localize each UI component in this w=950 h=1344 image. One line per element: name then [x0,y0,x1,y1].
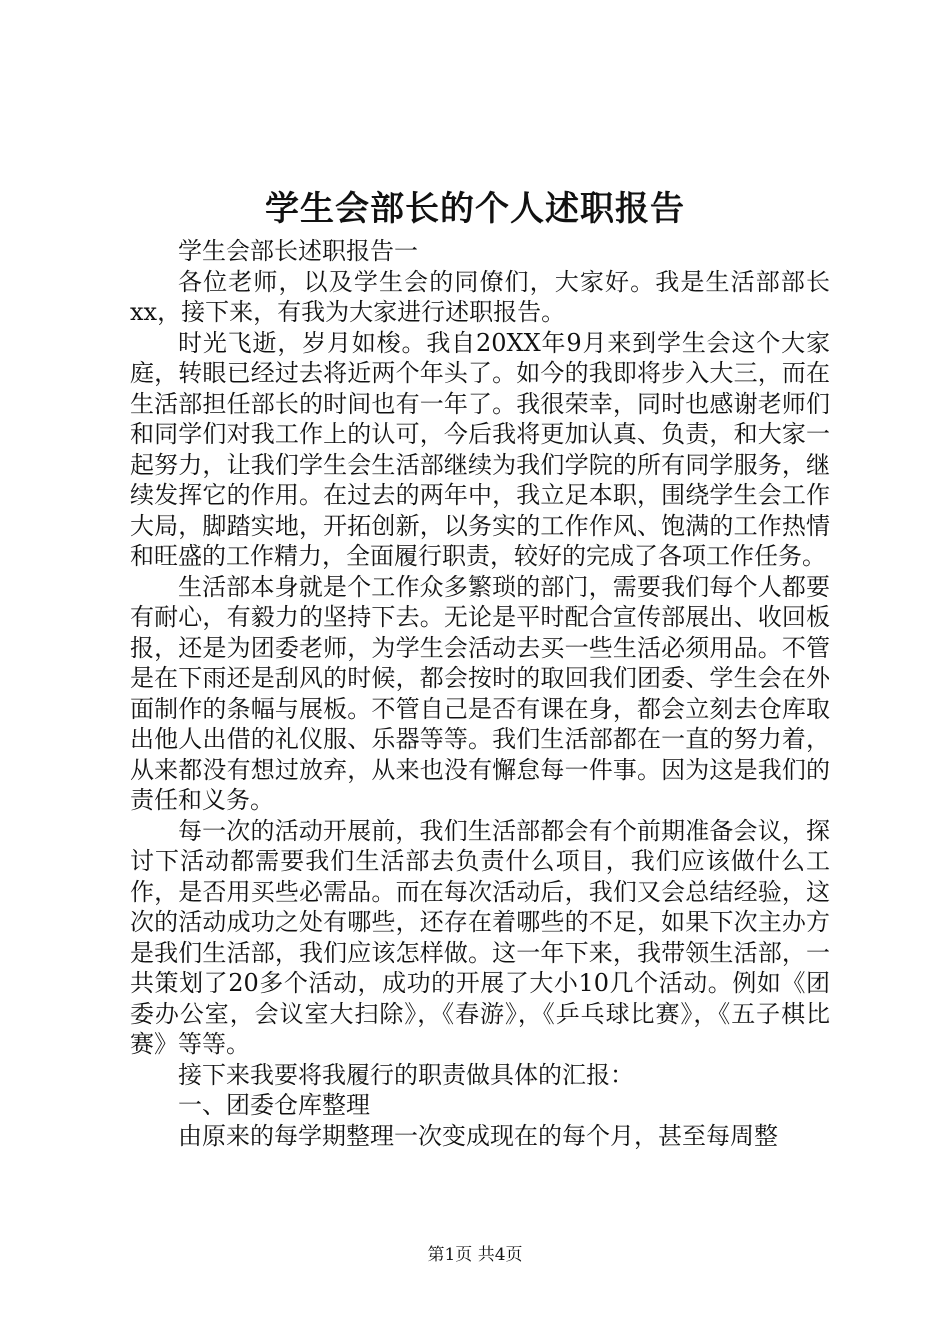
document-title: 学生会部长的个人述职报告 [265,189,685,229]
paragraph: 由原来的每学期整理一次变成现在的每个月，甚至每周整 [178,1121,778,1150]
paragraph: 时光飞逝，岁月如梭。我自20XX年9月来到学生会这个大家庭，转眼已经过去将近两个年头了。如今的我即将步入大三，而在生活部担任部长的时间也有一年了。我很荣幸，同时也感谢老师们和同学们对我工作上的认可，今后我将更加认真、负责，和大家一起努力，让我们学生会生活部继续为我们学院的所有同学服务，继续发挥它的作用。在过去的两年中，我立足本职，围绕学生会工作大局，脚踏实地，开拓创新，以务实的工作作风、饱满的工作热情和旺盛的工作精力，全面履行职责，较好的完成了各项工作任务。 [130,328,830,570]
section-heading: 一、团委仓库整理 [178,1091,370,1119]
paragraph: 接下来我要将我履行的职责做具体的汇报： [178,1060,634,1089]
paragraph: 每一次的活动开展前，我们生活部都会有个前期准备会议，探讨下活动都需要我们生活部去负责什么项目，我们应该做什么工作，是否用买些必需品。而在每次活动后，我们又会总结经验，这次的活动成功之处有哪些，还存在着哪些的不足，如果下次主办方是我们生活部，我们应该怎样做。这一年下来，我带领生活部，一共策划了20多个活动，成功的开展了大小10几个活动。例如《团委办公室，会议室大扫除》，《春游》，《乒乓球比赛》，《五子棋比赛》等等。 [130,816,830,1058]
document-body [130,236,830,1151]
paragraph: 生活部本身就是个工作众多繁琐的部门，需要我们每个人都要有耐心，有毅力的坚持下去。无论是平时配合宣传部展出、收回板报，还是为团委老师，为学生会活动去买一些生活必须用品。不管是在下雨还是刮风的时候，都会按时的取回我们团委、学生会在外面制作的条幅与展板。不管自己是否有课在身，都会立刻去仓库取出他人出借的礼仪服、乐器等等。我们生活部都在一直的努力着，从来都没有想过放弃，从来也没有懈怠每一件事。因为这是我们的责任和义务。 [130,572,830,814]
page-number-footer: 第1页 共4页 [427,1245,523,1265]
section-heading: 学生会部长述职报告一 [178,237,418,265]
paragraph: 各位老师，以及学生会的同僚们，大家好。我是生活部部长xx，接下来，有我为大家进行述职报告。 [130,267,830,326]
